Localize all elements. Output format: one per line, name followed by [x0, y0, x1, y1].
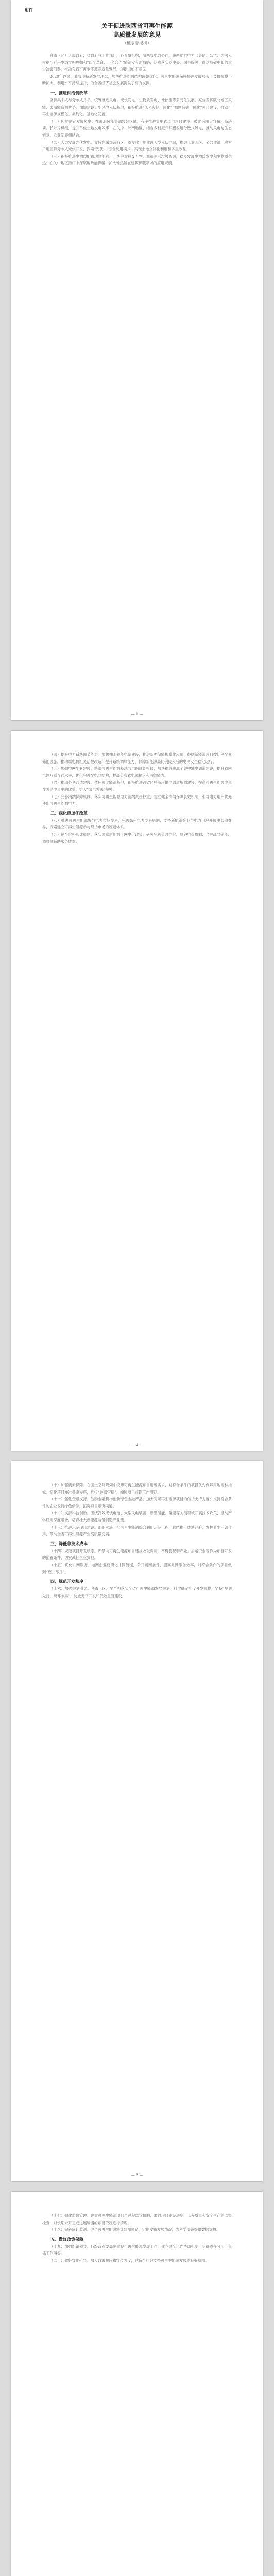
paragraph: （十五）优化并网服务。电网企业要简化并网流程，公开接网条件，提高并网服务效率，对符合条件的项目做到“应并尽并”。 — [42, 1562, 232, 1574]
section-heading: 一、推进供给侧改革 — [50, 90, 88, 95]
paragraph: （二十）做好宣传引导。加大政策解读和宣传力度，营造全社会支持可再生能源发展的良好氛围。 — [49, 2258, 209, 2263]
paragraph: （六）推动外送通道建设。依托陕北能源基地，积极推进跨省区特高压输电通道规划建设，提高可再生能源电量在外送电量中的比重，扩大“陕电外送”规模。 — [42, 780, 232, 792]
paragraph: （七）完善消纳保障机制。落实可再生能源电力消纳责任权重，建立健全消纳保障长效机制，引导电力用户优先使用可再生能源电力。 — [42, 794, 232, 806]
section-heading: 四、规范开发秩序 — [50, 1579, 83, 1584]
paragraph: （十一）强化金融支持。鼓励金融机构创新绿色金融产品，加大对可再生能源项目的信贷支持力度；支持符合条件的企业发行绿色债券，拓宽项目融资渠道。 — [42, 1497, 232, 1509]
paragraph: （十三）推进示范项目建设。组织实施一批可再生能源综合利用示范工程，总结推广成熟经验，发挥典型引领作用，带动全省可再生能源产业高质量发展。 — [42, 1524, 232, 1537]
title-line-1: 关于促进陕西省可再生能源 — [101, 22, 173, 29]
paragraph: （十）加强要素保障。在国土空间规划中统筹可再生能源项目用地需求，对符合条件的项目优先保障用地用林指标；简化项目核准备案程序，推行“并联审批”，缩短项目前期工作周期。 — [42, 1483, 232, 1495]
paragraph: （九）健全价格形成机制。落实国家新能源上网电价政策，研究完善分时电价、峰谷电价机制，合理疏导储能、调峰等辅助服务成本。 — [42, 832, 232, 844]
paragraph: （十七）强化监督管理。建立可再生能源项目全过程监管机制，加强项目建设进度、工程质量和安全生产的监督检查，对长期未开工或进展缓慢的项目依规进行清理。 — [42, 2213, 232, 2225]
paragraph: （五）加强电网配套建设。统筹可再生能源基地与电网规划衔接，加快推进陕北至关中输电通道建设，提升省内电网互联互通水平，优化完善配电网结构，提高分布式电源接入和消纳能力。 — [42, 766, 232, 778]
paragraph: （十八）完善统计监测。健全可再生能源统计监测体系，定期发布发展情况，为科学决策提供数据支撑。 — [49, 2227, 220, 2232]
paragraph: （三）积极推进生物质能和地热能利用。统筹农林废弃物、城镇生活垃圾资源，稳步发展生物质发电和生物质供热；在关中地区推广中深层地热能供暖，扩大地热能在建筑供暖领域的应用规模。 — [42, 154, 232, 166]
paragraph: 坚持集中式与分布式并举，统筹推进风电、光伏发电、生物质发电、地热能等多元化发展。充分发挥陕北地区风能、太阳能资源优势，加快建设大型风电光伏基地，积极推进“风光火储一体化”“源网荷储一体化”项目建设，推动可再生能源规模化、集约化、基地化发展。 — [42, 97, 232, 117]
paragraph: 2020年以来，我省坚持新发展理念，加快推进能源结构调整优化，可再生能源保持快速发展势头，装机规模不断扩大，利用水平持续提升，为全省经济社会发展提供了有力支撑。 — [42, 74, 232, 86]
section-heading: 二、深化市场化改革 — [50, 810, 88, 816]
paragraph: （十二）支持科技创新。围绕高效光伏电池、大型风电装备、新型储能、氢能等关键领域开展技术攻关，推动产学研用深度融合，培育壮大新能源装备制造产业链。 — [42, 1511, 232, 1522]
section-heading: 三、降低非技术成本 — [50, 1541, 88, 1546]
page-3 — [11, 1461, 263, 2181]
paragraph: 各市（区）人民政府，省政府各工作部门、各直属机构，陕西省电力公司、陕西地方电力（集团）公司：为深入贯彻习近平生态文明思想和“四个革命、一个合作”能源安全新战略，认真落实党中央、国务院关于碳达峰碳中和的重大决策部署，推动我省可再生能源高质量发展，现提出如下意见。 — [42, 53, 232, 72]
paragraph: （二）大力发展光伏发电。支持在采煤沉陷区、荒漠化土地建设大型光伏电站，推进工业园区、公共建筑、农村户用屋顶分布式光伏开发，探索“光伏+”综合利用模式，实现土地立体化利用和多重效益。 — [42, 140, 232, 152]
attachment-label: 附件 — [25, 8, 33, 12]
page-number: — 3 — — [131, 2173, 143, 2177]
paragraph: （一）因地制宜发展风电。在陕北风能资源较好区域，有序推进集中式风电项目建设，鼓励采用大容量、高塔筒、长叶片机组，提升单位土地发电效率；在关中、陕南地区，结合乡村振兴积极发展分散式风电，推动风电与生态修复、农业发展相结合。 — [42, 118, 232, 138]
page-number: — 2 — — [131, 1443, 143, 1447]
title-line-2: 高质量发展的意见 — [113, 31, 161, 38]
paragraph: （十四）规范项目开发秩序。严禁向可再生能源项目违规收取费用，不得将配套产业、捐赠资金等作为项目开发的前置条件，切实减轻企业负担。 — [42, 1548, 232, 1561]
page-2 — [11, 731, 263, 1451]
paragraph: （十九）加强组织领导。各级政府要高度重视可再生能源发展工作，建立健全工作协调机制，明确责任分工，狠抓工作落实。 — [42, 2244, 232, 2256]
paragraph: （八）推进可再生能源参与电力市场交易，完善绿色电力交易机制，支持新能源企业与电力用户开展中长期交易，探索建立可再生能源参与现货市场的规则体系。 — [42, 818, 232, 830]
page-1 — [11, 0, 263, 720]
section-heading: 五、做好政策保障 — [50, 2236, 83, 2242]
paragraph: （十六）加强规划引导。各市（区）要严格落实全省可再生能源发展规划，科学确定年度开发规模，坚持“规划先行、统筹布局”，防止无序开发和低效重复建设。 — [42, 1586, 232, 1598]
document-subtitle: （征求意见稿） — [123, 41, 151, 45]
paragraph: （四）提升电力系统调节能力。加快抽水蓄能电站建设，推进新型储能规模化应用，鼓励新能源项目按比例配置储能设施。推动煤电机组灵活性改造，提升系统调峰能力，保障新能源高比例接入后的电网安全稳定运行。 — [42, 752, 232, 764]
page-number: — 1 — — [131, 712, 143, 716]
page-4 — [11, 2192, 263, 2576]
document-title — [42, 22, 232, 39]
